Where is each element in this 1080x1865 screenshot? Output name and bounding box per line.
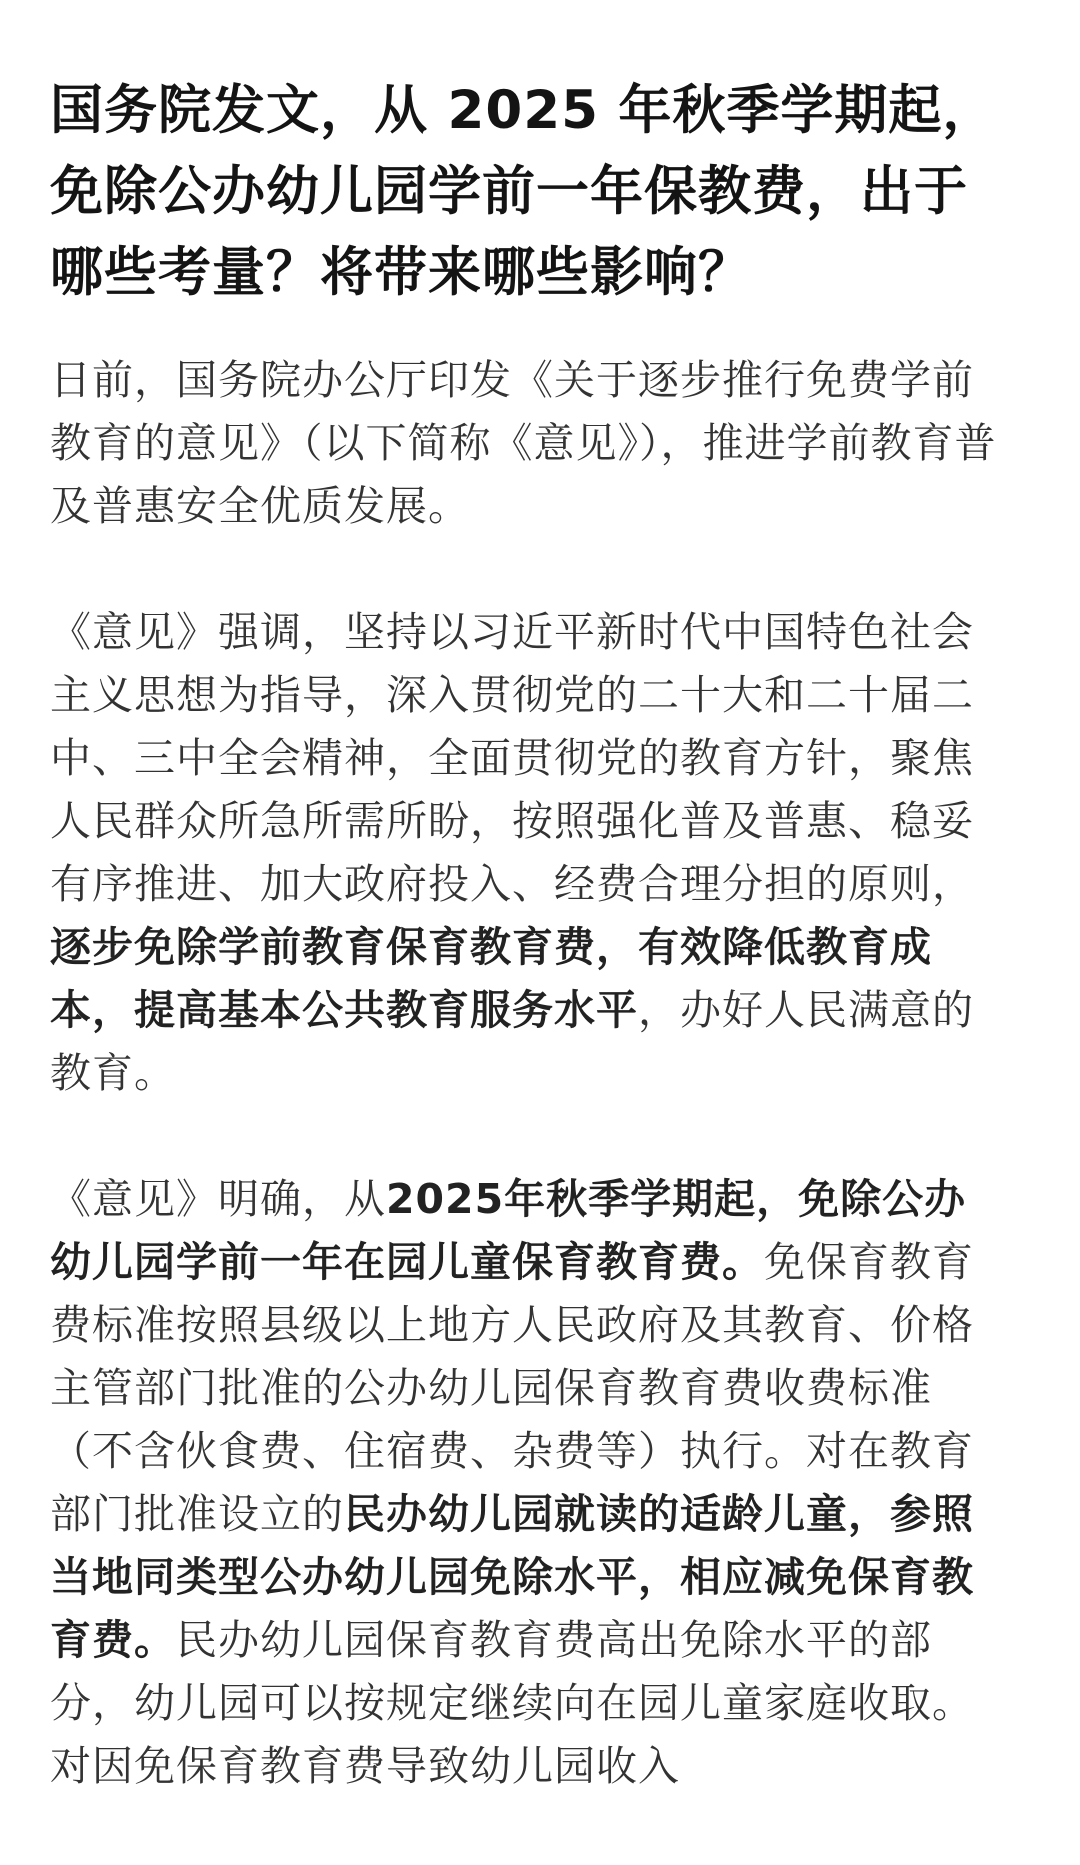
paragraph-text: 《意见》强调，坚持以习近平新时代中国特色社会主义思想为指导，深入贯彻党的二十大和二十届二中、三中全会精神，全面贯彻党的教育方针，聚焦人民群众所急所需所盼，按照强化普及普惠、稳妥有序推进、加大政府投入、经费合理分担的原则， — [50, 608, 974, 908]
paragraph-text: ，办好人民满意的教育。 — [50, 986, 974, 1097]
article-paragraph — [50, 601, 1000, 1105]
emphasized-text: 2025年秋季学期起，免除公办幼儿园学前一年在园儿童保育教育费。 — [50, 1175, 967, 1286]
paragraph-text: 日前，国务院办公厅印发《关于逐步推行免费学前教育的意见》（以下简称《意见》），推进学前教育普及普惠安全优质发展。 — [50, 356, 997, 530]
article-paragraph — [50, 1168, 1000, 1798]
emphasized-text: 逐步免除学前教育保育教育费，有效降低教育成本，提高基本公共教育服务水平 — [50, 923, 932, 1034]
paragraph-text: 免保育教育费标准按照县级以上地方人民政府及其教育、价格主管部门批准的公办幼儿园保育教育费收费标准（不含伙食费、住宿费、杂费等）执行。对在教育部门批准设立的 — [50, 1238, 974, 1538]
article-paragraph — [50, 349, 1000, 538]
article-body — [50, 349, 1000, 1798]
article — [50, 70, 1000, 1798]
article-title: 国务院发文，从 2025 年秋季学期起，免除公办幼儿园学前一年保教费，出于哪些考量？将带来哪些影响？ — [50, 80, 997, 303]
emphasized-text: 民办幼儿园就读的适龄儿童，参照当地同类型公办幼儿园免除水平，相应减免保育教育费。 — [50, 1490, 974, 1664]
paragraph-text: 民办幼儿园保育教育费高出免除水平的部分，幼儿园可以按规定继续向在园儿童家庭收取。对因免保育教育费导致幼儿园收入 — [50, 1616, 974, 1790]
paragraph-text: 《意见》明确，从 — [50, 1175, 386, 1223]
